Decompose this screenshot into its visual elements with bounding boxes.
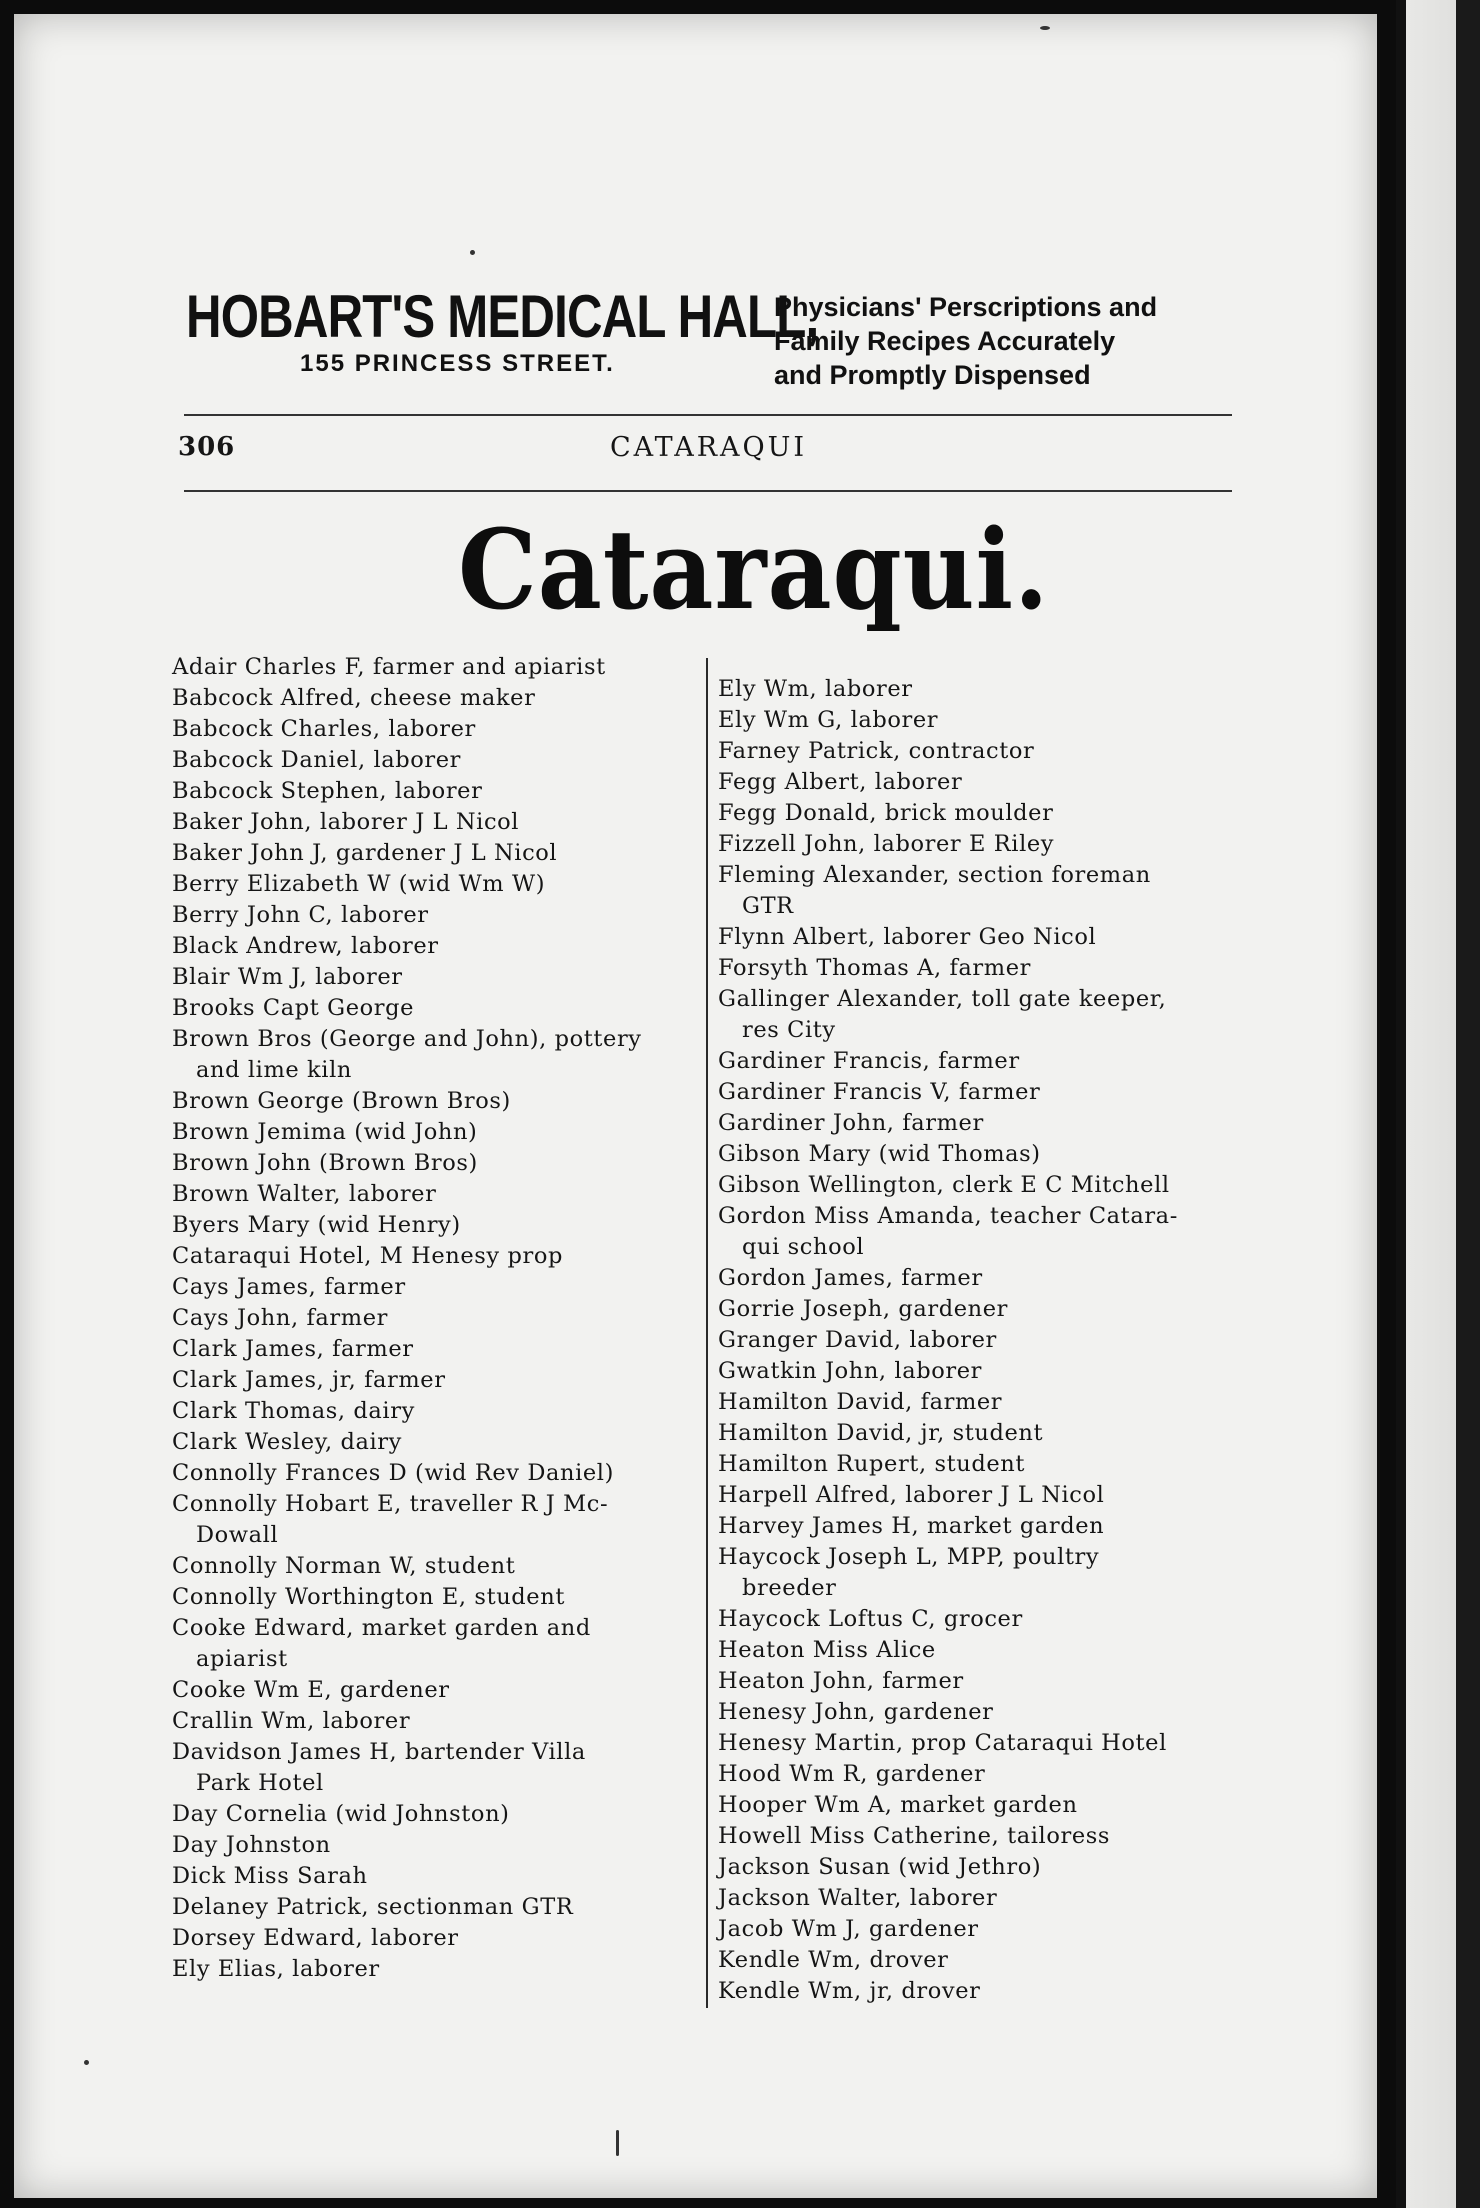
directory-entry: Harvey James H, market garden — [718, 1513, 1105, 1539]
directory-entry: Fleming Alexander, section foreman — [718, 862, 1151, 888]
header-rule-bottom — [184, 490, 1232, 492]
directory-entry: Flynn Albert, laborer Geo Nicol — [718, 924, 1097, 950]
directory-entry: Howell Miss Catherine, tailoress — [718, 1823, 1111, 1849]
directory-entry: Berry John C, laborer — [172, 902, 429, 928]
directory-entry: Forsyth Thomas A, farmer — [718, 955, 1031, 981]
directory-entry: Cays James, farmer — [172, 1274, 406, 1300]
directory-entry: Kendle Wm, drover — [718, 1947, 949, 1973]
directory-entry: Ely Wm G, laborer — [718, 707, 939, 733]
page-number: 306 — [178, 432, 236, 462]
print-speck — [84, 2060, 89, 2065]
directory-entry: Brown Bros (George and John), pottery — [172, 1026, 642, 1052]
directory-entry: Gibson Mary (wid Thomas) — [718, 1141, 1041, 1167]
directory-entry: Granger David, laborer — [718, 1327, 997, 1353]
ad-tagline-line: and Promptly Dispensed — [774, 360, 1091, 390]
directory-entry: Hooper Wm A, market garden — [718, 1792, 1078, 1818]
directory-entry: Gordon James, farmer — [718, 1265, 983, 1291]
directory-entry: Babcock Charles, laborer — [172, 716, 476, 742]
directory-entry: Heaton Miss Alice — [718, 1637, 936, 1663]
directory-entry: Cooke Edward, market garden and — [172, 1615, 591, 1641]
directory-entry: Baker John, laborer J L Nicol — [172, 809, 520, 835]
print-speck — [1040, 26, 1050, 30]
directory-entry: Baker John J, gardener J L Nicol — [172, 840, 558, 866]
directory-entry: Cooke Wm E, gardener — [172, 1677, 450, 1703]
ad-tagline-line: Physicians' Perscriptions and — [774, 292, 1158, 322]
directory-entry: Gardiner John, farmer — [718, 1110, 984, 1136]
directory-left-column — [172, 652, 702, 1985]
directory-entry: Haycock Joseph L, MPP, poultry — [718, 1544, 1100, 1570]
directory-entry: Davidson James H, bartender Villa — [172, 1739, 586, 1765]
directory-entry: Brown John (Brown Bros) — [172, 1150, 478, 1176]
directory-entry: Jackson Susan (wid Jethro) — [718, 1854, 1042, 1880]
directory-entry: Fegg Donald, brick moulder — [718, 800, 1054, 826]
directory-entry: Farney Patrick, contractor — [718, 738, 1035, 764]
directory-entry: Dowall — [196, 1522, 279, 1548]
directory-entry: Gwatkin John, laborer — [718, 1358, 982, 1384]
directory-entry: Babcock Alfred, cheese maker — [172, 685, 536, 711]
directory-entry: Clark James, jr, farmer — [172, 1367, 446, 1393]
directory-entry: Connolly Norman W, student — [172, 1553, 516, 1579]
directory-entry: Byers Mary (wid Henry) — [172, 1212, 461, 1238]
directory-entry: Connolly Hobart E, traveller R J Mc- — [172, 1491, 609, 1517]
directory-entry: Clark Thomas, dairy — [172, 1398, 415, 1424]
directory-entry: qui school — [742, 1234, 865, 1260]
directory-entry: Clark Wesley, dairy — [172, 1429, 402, 1455]
directory-entry: Babcock Daniel, laborer — [172, 747, 462, 773]
directory-entry: Fegg Albert, laborer — [718, 769, 963, 795]
directory-right-column — [718, 674, 1248, 2007]
ad-tagline — [774, 290, 1244, 392]
ad-address: 155 PRINCESS STREET. — [300, 350, 615, 377]
directory-entry: Kendle Wm, jr, drover — [718, 1978, 981, 2004]
directory-entry: Blair Wm J, laborer — [172, 964, 403, 990]
directory-entry: Gorrie Joseph, gardener — [718, 1296, 1008, 1322]
directory-entry: Cays John, farmer — [172, 1305, 388, 1331]
directory-entry: Black Andrew, laborer — [172, 933, 439, 959]
directory-entry: Dick Miss Sarah — [172, 1863, 368, 1889]
directory-entry: Ely Wm, laborer — [718, 676, 913, 702]
ad-tagline-line: Family Recipes Accurately — [774, 326, 1116, 356]
directory-entry: Crallin Wm, laborer — [172, 1708, 411, 1734]
directory-entry: Berry Elizabeth W (wid Wm W) — [172, 871, 546, 897]
directory-entry: GTR — [742, 893, 794, 919]
directory-entry: Connolly Frances D (wid Rev Daniel) — [172, 1460, 614, 1486]
directory-entry: Brown Walter, laborer — [172, 1181, 437, 1207]
directory-entry: Gordon Miss Amanda, teacher Catara- — [718, 1203, 1178, 1229]
directory-entry: Adair Charles F, farmer and apiarist — [172, 654, 606, 680]
directory-entry: Henesy John, gardener — [718, 1699, 994, 1725]
header-rule-top — [184, 414, 1232, 416]
directory-entry: Heaton John, farmer — [718, 1668, 964, 1694]
directory-entry: Gardiner Francis V, farmer — [718, 1079, 1041, 1105]
advertisement-banner — [170, 270, 1248, 405]
directory-entry: Gardiner Francis, farmer — [718, 1048, 1020, 1074]
directory-entry: Babcock Stephen, laborer — [172, 778, 483, 804]
adjacent-page-edge — [1396, 0, 1480, 2208]
column-divider — [706, 658, 708, 2008]
directory-entry: Gibson Wellington, clerk E C Mitchell — [718, 1172, 1170, 1198]
directory-entry: Hood Wm R, gardener — [718, 1761, 986, 1787]
directory-entry: Gallinger Alexander, toll gate keeper, — [718, 986, 1167, 1012]
page-title: Cataraqui. — [458, 505, 1050, 634]
directory-entry: Day Cornelia (wid Johnston) — [172, 1801, 510, 1827]
directory-entry: Fizzell John, laborer E Riley — [718, 831, 1055, 857]
directory-entry: Ely Elias, laborer — [172, 1956, 380, 1982]
directory-entry: Delaney Patrick, sectionman GTR — [172, 1894, 574, 1920]
directory-entry: Connolly Worthington E, student — [172, 1584, 565, 1610]
running-head: CATARAQUI — [610, 432, 808, 463]
directory-entry: Park Hotel — [196, 1770, 324, 1796]
directory-entry: Clark James, farmer — [172, 1336, 414, 1362]
directory-entry: apiarist — [196, 1646, 288, 1672]
print-speck — [616, 2130, 619, 2156]
directory-entry: Jacob Wm J, gardener — [718, 1916, 979, 1942]
directory-entry: Henesy Martin, prop Cataraqui Hotel — [718, 1730, 1167, 1756]
directory-entry: Brooks Capt George — [172, 995, 415, 1021]
print-speck — [470, 250, 475, 255]
directory-entry: and lime kiln — [196, 1057, 352, 1083]
ad-business-name: HOBART'S MEDICAL HALL, — [186, 283, 819, 350]
directory-entry: Hamilton Rupert, student — [718, 1451, 1025, 1477]
directory-entry: breeder — [742, 1575, 837, 1601]
directory-entry: Cataraqui Hotel, M Henesy prop — [172, 1243, 563, 1269]
directory-entry: Brown Jemima (wid John) — [172, 1119, 478, 1145]
directory-entry: Jackson Walter, laborer — [718, 1885, 998, 1911]
directory-entry: Haycock Loftus C, grocer — [718, 1606, 1023, 1632]
directory-entry: Dorsey Edward, laborer — [172, 1925, 459, 1951]
directory-entry: res City — [742, 1017, 836, 1043]
directory-entry: Brown George (Brown Bros) — [172, 1088, 511, 1114]
directory-entry: Hamilton David, jr, student — [718, 1420, 1044, 1446]
directory-entry: Day Johnston — [172, 1832, 331, 1858]
directory-entry: Harpell Alfred, laborer J L Nicol — [718, 1482, 1105, 1508]
directory-entry: Hamilton David, farmer — [718, 1389, 1003, 1415]
